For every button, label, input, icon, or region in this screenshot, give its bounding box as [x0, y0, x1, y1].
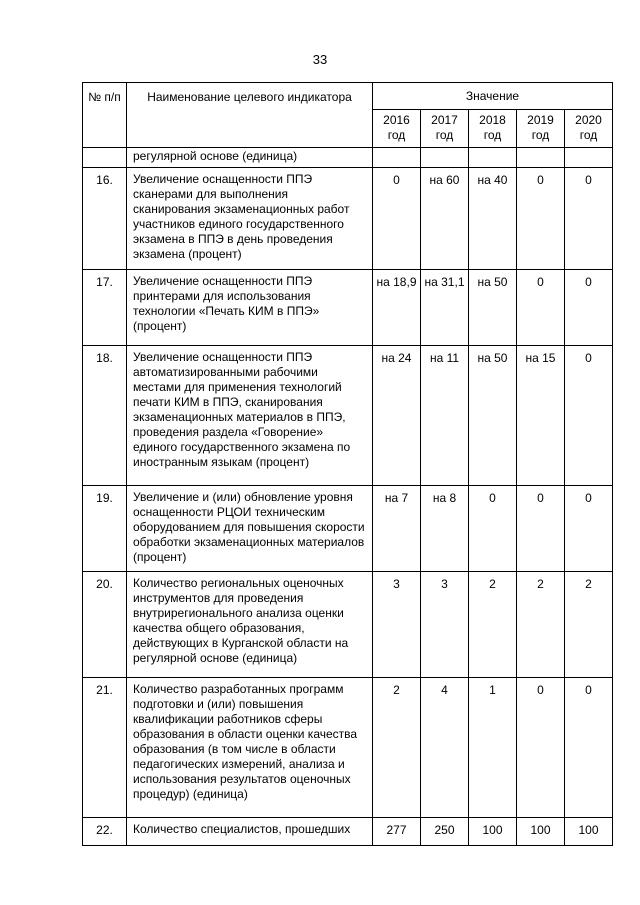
indicator-name: Увеличение оснащенности ППЭ автоматизированными рабочими местами для применения технологий печати КИМ в ППЭ, сканирования экзаменационных материалов в ППЭ, проведения раздела «Говорение» единого государственного экзамена по иностранным языкам (процент) [127, 346, 373, 486]
indicator-value: на 15 [517, 346, 565, 486]
indicator-name: Увеличение оснащенности ППЭ принтерами для использования технологии «Печать КИМ в ППЭ» (процент) [127, 270, 373, 346]
indicator-value: 0 [517, 486, 565, 572]
indicator-number: 18. [83, 346, 127, 486]
indicator-name: Количество региональных оценочных инструментов для проведения внутрирегионального анализа оценки качества общего образования, действующих в Курганской области на регулярной основе (единица) [127, 572, 373, 678]
header-num: № п/п [83, 83, 127, 148]
indicator-value: 2 [517, 572, 565, 678]
indicator-value: на 7 [373, 486, 421, 572]
indicator-row [83, 168, 613, 270]
indicator-value: на 50 [469, 346, 517, 486]
year-unit: год [435, 128, 454, 142]
indicator-row [83, 678, 613, 818]
indicator-value: на 40 [469, 168, 517, 270]
indicator-value: 0 [565, 270, 613, 346]
continuation-num-cell [83, 148, 127, 168]
indicator-value: 250 [421, 818, 469, 846]
indicator-value: на 11 [421, 346, 469, 486]
indicator-row [83, 572, 613, 678]
indicators-table [82, 82, 613, 846]
indicator-name: Количество разработанных программ подготовки и (или) повышения квалификации работников сферы образования в области оценки качества образования (в том числе в области педагогических измерений, анализа и использования результатов оценочных процедур) (единица) [127, 678, 373, 818]
indicator-value: 0 [517, 168, 565, 270]
continuation-row [83, 148, 613, 168]
year-label: 2017 [431, 113, 458, 127]
indicator-value: на 24 [373, 346, 421, 486]
indicator-row [83, 818, 613, 846]
indicator-value: на 50 [469, 270, 517, 346]
indicator-value: 3 [373, 572, 421, 678]
header-year-2017 [421, 110, 469, 148]
indicator-value: 1 [469, 678, 517, 818]
indicator-value: на 18,9 [373, 270, 421, 346]
year-label: 2019 [527, 113, 554, 127]
indicator-value: 0 [517, 678, 565, 818]
year-label: 2020 [575, 113, 602, 127]
indicator-name: Увеличение и (или) обновление уровня оснащенности РЦОИ техническим оборудованием для повышения скорости обработки экзаменационных материалов (процент) [127, 486, 373, 572]
indicator-row [83, 486, 613, 572]
indicator-value: 100 [517, 818, 565, 846]
indicator-row [83, 270, 613, 346]
indicator-number: 20. [83, 572, 127, 678]
indicator-value: 0 [565, 678, 613, 818]
page-number: 33 [312, 52, 328, 67]
year-unit: год [387, 128, 406, 142]
indicator-value: 0 [565, 486, 613, 572]
header-year-2019 [517, 110, 565, 148]
indicator-value: 0 [565, 346, 613, 486]
indicator-value: 0 [373, 168, 421, 270]
header-name: Наименование целевого индикатора [127, 83, 373, 148]
indicator-value: 3 [421, 572, 469, 678]
indicator-row [83, 346, 613, 486]
indicator-value: 100 [565, 818, 613, 846]
indicator-number: 22. [83, 818, 127, 846]
indicator-name: Увеличение оснащенности ППЭ сканерами для выполнения сканирования экзаменационных работ участников единого государственного экзамена в ППЭ в день проведения экзамена (процент) [127, 168, 373, 270]
continuation-value-cell [373, 148, 421, 168]
continuation-text: регулярной основе (единица) [127, 148, 373, 168]
indicator-number: 16. [83, 168, 127, 270]
indicator-value: 0 [469, 486, 517, 572]
continuation-value-cell [565, 148, 613, 168]
indicator-number: 21. [83, 678, 127, 818]
header-year-2018 [469, 110, 517, 148]
year-unit: год [579, 128, 598, 142]
indicator-value: 277 [373, 818, 421, 846]
indicator-number: 17. [83, 270, 127, 346]
year-label: 2018 [479, 113, 506, 127]
indicator-value: 2 [373, 678, 421, 818]
year-label: 2016 [383, 113, 410, 127]
indicator-value: 2 [565, 572, 613, 678]
continuation-value-cell [421, 148, 469, 168]
indicator-value: на 60 [421, 168, 469, 270]
indicator-value: на 31,1 [421, 270, 469, 346]
indicator-number: 19. [83, 486, 127, 572]
year-unit: год [531, 128, 550, 142]
indicator-value: на 8 [421, 486, 469, 572]
indicator-value: 2 [469, 572, 517, 678]
header-row-top [83, 83, 613, 110]
year-unit: год [483, 128, 502, 142]
indicator-name: Количество специалистов, прошедших [127, 818, 373, 846]
header-year-2016 [373, 110, 421, 148]
indicator-value: 0 [517, 270, 565, 346]
indicator-value: 4 [421, 678, 469, 818]
continuation-value-cell [517, 148, 565, 168]
indicator-value: 100 [469, 818, 517, 846]
header-value: Значение [373, 83, 613, 110]
indicator-value: 0 [565, 168, 613, 270]
header-year-2020 [565, 110, 613, 148]
continuation-value-cell [469, 148, 517, 168]
